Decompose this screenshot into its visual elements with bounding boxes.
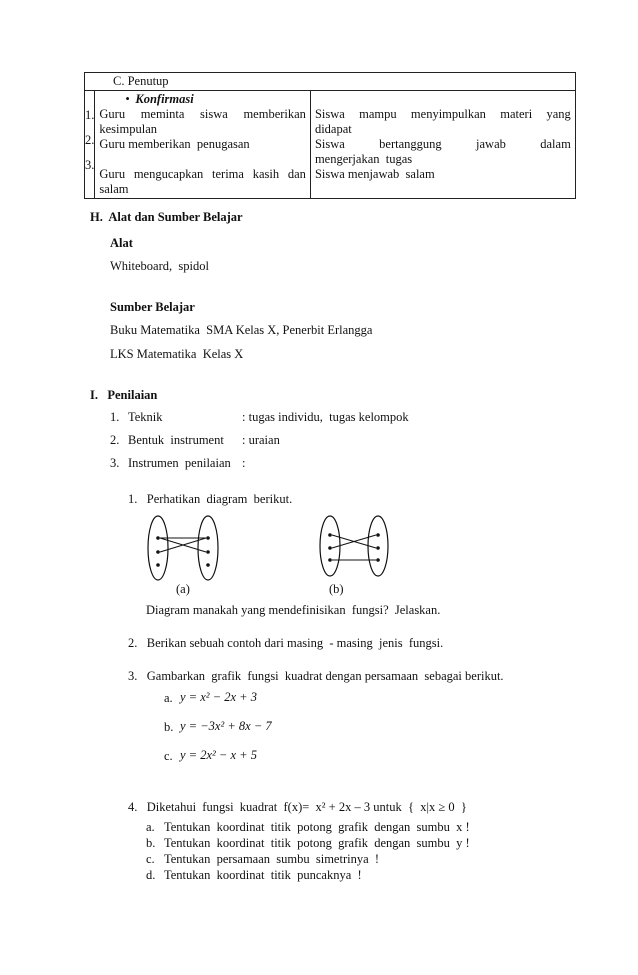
question-1-sub: Diagram manakah yang mendefinisikan fungsi? Jelaskan. [146, 603, 441, 617]
teacher-activity-3-line2: salam [99, 182, 129, 196]
diagram-a-point [156, 550, 160, 554]
diagram-b-point [328, 546, 332, 550]
q3-equation-b: y = −3x² + 8x − 7 [180, 719, 272, 733]
konfirmasi-heading: • Konfirmasi [125, 92, 194, 106]
student-activity-2-line2: mengerjakan tugas [314, 152, 413, 166]
student-activity-2-line1: Siswa bertanggung jawab dalam [314, 137, 571, 151]
penilaian-item-value-1: : tugas individu, tugas kelompok [242, 410, 409, 424]
diagram-a [148, 516, 218, 580]
diagram-a-point [156, 536, 160, 540]
student-activity-1-line1: Siswa mampu menyimpulkan materi yang [314, 107, 571, 121]
table-row [85, 91, 576, 199]
diagram-b-codomain-ellipse [368, 516, 388, 576]
diagram-b-point [328, 533, 332, 537]
q4-text-d: Tentukan koordinat titik puncaknya ! [164, 868, 362, 882]
diagram-b-label: (b) [329, 582, 344, 596]
sumber-item-1: Buku Matematika SMA Kelas X, Penerbit Erlangga [110, 323, 373, 337]
q4-label-c: c. [146, 852, 155, 866]
student-activities [310, 91, 575, 199]
diagram-a-codomain-ellipse [198, 516, 218, 580]
question-4: 4. Diketahui fungsi kuadrat f(x)= x² + 2x – 3 untuk { x|x ≥ 0 } [128, 800, 467, 814]
diagram-a-point [156, 563, 160, 567]
diagram-a-domain-ellipse [148, 516, 168, 580]
q4-text-b: Tentukan koordinat titik potong grafik dengan sumbu y ! [164, 836, 470, 850]
teacher-activity-1-line1: Guru meminta siswa memberikan [99, 107, 306, 121]
penilaian-item-value-2: : uraian [242, 433, 280, 447]
row-number-3: 3. [85, 158, 95, 172]
penilaian-item-label-2: Bentuk instrument [128, 433, 224, 447]
row-number-2: 2. [85, 133, 95, 147]
bullet-icon: • [125, 92, 130, 106]
diagram-b-point [376, 558, 380, 562]
q4-text-c: Tentukan persamaan sumbu simetrinya ! [164, 852, 380, 866]
q4-label-a: a. [146, 820, 155, 834]
diagram-a-label: (a) [176, 582, 190, 596]
q4-text-a: Tentukan koordinat titik potong grafik dengan sumbu x ! [164, 820, 470, 834]
penilaian-item-num-1: 1. [110, 410, 120, 424]
q3-equation-a: y = x² − 2x + 3 [180, 690, 257, 704]
diagram-b-domain-ellipse [320, 516, 340, 576]
q4-label-b: b. [146, 836, 156, 850]
table-header-row [85, 73, 576, 91]
penilaian-item-label-1: Teknik [128, 410, 163, 424]
teacher-activity-1-line2: kesimpulan [99, 122, 158, 136]
section-h-heading: H. Alat dan Sumber Belajar [90, 210, 243, 224]
teacher-activities [95, 91, 311, 199]
penilaian-item-num-3: 3. [110, 456, 120, 470]
question-1: 1. Perhatikan diagram berikut. [128, 492, 293, 506]
question-2: 2. Berikan sebuah contoh dari masing - masing jenis fungsi. [128, 636, 444, 650]
q3-label-c: c. [164, 749, 173, 763]
diagram-b-point [328, 558, 332, 562]
diagram-a-point [206, 563, 210, 567]
penilaian-item-num-2: 2. [110, 433, 120, 447]
alat-text: Whiteboard, spidol [110, 259, 209, 273]
penilaian-item-label-3: Instrumen penilaian [128, 456, 231, 470]
table-header: C. Penutup [85, 73, 576, 91]
diagram-b [320, 516, 388, 576]
teacher-activity-2: Guru memberikan penugasan [99, 137, 250, 151]
diagram-b-point [376, 546, 380, 550]
diagram-b-point [376, 533, 380, 537]
q3-label-a: a. [164, 691, 173, 705]
diagram-a-point [206, 536, 210, 540]
section-i-heading: I. Penilaian [90, 388, 158, 402]
mapping-diagrams [140, 512, 440, 584]
penutup-table [84, 72, 576, 199]
row-numbers [85, 91, 95, 199]
sumber-item-2: LKS Matematika Kelas X [110, 347, 244, 361]
question-3: 3. Gambarkan grafik fungsi kuadrat dengan persamaan sebagai berikut. [128, 669, 504, 683]
sumber-title: Sumber Belajar [110, 300, 195, 314]
student-activity-3: Siswa menjawab salam [314, 167, 435, 181]
q4-label-d: d. [146, 868, 156, 882]
alat-title: Alat [110, 236, 133, 250]
penilaian-item-value-3: : [242, 456, 246, 470]
row-number-1: 1. [85, 108, 95, 122]
student-activity-1-line2: didapat [314, 122, 352, 136]
diagram-a-point [206, 550, 210, 554]
q3-equation-c: y = 2x² − x + 5 [180, 748, 257, 762]
teacher-activity-3-line1: Guru mengucapkan terima kasih dan [99, 167, 306, 181]
q3-label-b: b. [164, 720, 174, 734]
